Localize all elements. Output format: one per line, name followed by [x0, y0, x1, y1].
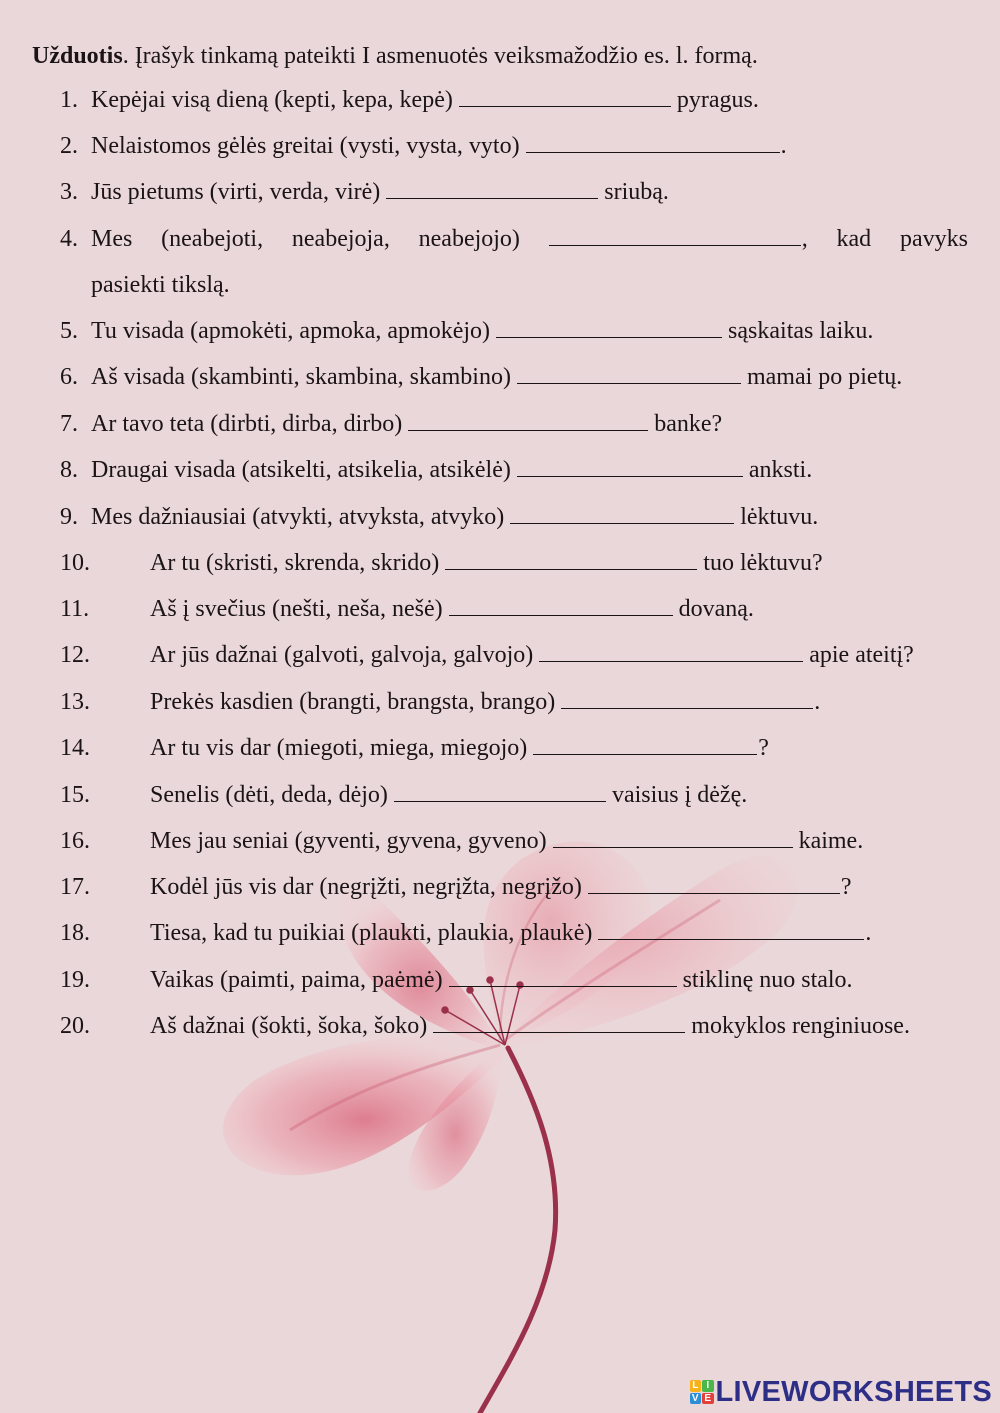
item-number: 2. [60, 133, 78, 159]
answer-blank-16[interactable] [553, 825, 793, 848]
item-number: 13. [60, 689, 90, 715]
answer-blank-15[interactable] [394, 779, 606, 802]
answer-blank-13[interactable] [561, 686, 813, 709]
answer-blank-4[interactable] [549, 223, 801, 246]
task-instruction [32, 38, 972, 74]
item-suffix: anksti. [748, 457, 813, 483]
item-suffix: . [814, 689, 821, 715]
item-prompt: Tu visada (apmokėti, apmoka, apmokėjo) [91, 318, 491, 344]
item-word: (neabejoti, [161, 226, 264, 252]
answer-blank-5[interactable] [496, 315, 722, 338]
item-word: neabejojo) [418, 226, 520, 252]
task-text: . Įrašyk tinkamą pateikti I asmenuotės veiksmažodžio es. l. formą. [122, 43, 758, 69]
item-prompt: Mes jau seniai (gyventi, gyvena, gyveno) [150, 828, 547, 854]
item-prompt: Ar tu (skristi, skrenda, skrido) [150, 550, 440, 576]
logo-badge-letter: V [690, 1393, 702, 1405]
item-number: 4. [60, 226, 78, 252]
item-suffix: sriubą. [604, 179, 669, 205]
answer-blank-6[interactable] [517, 361, 741, 384]
item-prompt: Aš visada (skambinti, skambina, skambino) [91, 364, 511, 390]
answer-blank-9[interactable] [510, 501, 734, 524]
logo-badge-letter: L [690, 1380, 702, 1392]
item-word: neabejoja, [291, 226, 390, 252]
logo-badge-icon [690, 1380, 714, 1404]
item-suffix: pyragus. [676, 87, 759, 113]
answer-blank-14[interactable] [533, 732, 757, 755]
logo-badge-letter: E [702, 1393, 714, 1405]
logo-badge-letter: I [702, 1380, 714, 1392]
answer-blank-17[interactable] [588, 871, 840, 894]
item-number: 6. [60, 364, 78, 390]
item-number: 1. [60, 87, 78, 113]
item-prompt: Draugai visada (atsikelti, atsikelia, atsikėlė) [91, 457, 511, 483]
liveworksheets-logo [690, 1375, 993, 1409]
answer-blank-18[interactable] [598, 917, 864, 940]
item-suffix: lėktuvu. [740, 504, 819, 530]
item-suffix: ? [758, 735, 769, 761]
item-suffix: tuo lėktuvu? [703, 550, 823, 576]
item-number: 15. [60, 782, 90, 808]
item-prompt: Ar tu vis dar (miegoti, miega, miegojo) [150, 735, 528, 761]
item-number: 14. [60, 735, 90, 761]
answer-blank-20[interactable] [433, 1010, 685, 1033]
item-number: 5. [60, 318, 78, 344]
item-prompt: Nelaistomos gėlės greitai (vysti, vysta, vyto) [91, 133, 520, 159]
item-number: 16. [60, 828, 90, 854]
answer-blank-3[interactable] [386, 176, 598, 199]
exercise-item: 4. Mes (neabejoti, neabejoja, neabejojo) , kad pavyks pasiekti tikslą. [0, 219, 1000, 309]
item-number: 20. [60, 1013, 90, 1039]
item-suffix: dovaną. [678, 596, 754, 622]
item-suffix: . [780, 133, 787, 159]
item-suffix: mokyklos renginiuose. [691, 1013, 910, 1039]
item-suffix: stiklinę nuo stalo. [682, 967, 853, 993]
item-number: 18. [60, 920, 90, 946]
answer-blank-11[interactable] [449, 593, 673, 616]
logo-text: LIVEWORKSHEETS [715, 1375, 992, 1408]
item-prompt: Mes dažniausiai (atvykti, atvyksta, atvyko) [91, 504, 505, 530]
item-suffix: . [865, 920, 872, 946]
answer-blank-10[interactable] [445, 547, 697, 570]
item-suffix: apie ateitį? [809, 642, 914, 668]
task-label: Užduotis [32, 43, 123, 69]
item-number: 10. [60, 550, 90, 576]
item-prompt: Senelis (dėti, deda, dėjo) [150, 782, 388, 808]
item-number: 11. [60, 596, 90, 622]
item-prompt: Vaikas (paimti, paima, paėmė) [150, 967, 443, 993]
item-suffix: sąskaitas laiku. [728, 318, 874, 344]
item-prompt: Aš į svečius (nešti, neša, nešė) [150, 596, 443, 622]
item-number: 12. [60, 642, 90, 668]
item-number: 17. [60, 874, 90, 900]
item-prompt: Ar tavo teta (dirbti, dirba, dirbo) [91, 411, 403, 437]
item-word: pavyks [899, 226, 968, 252]
item-suffix: vaisius į dėžę. [611, 782, 748, 808]
item-prompt: Tiesa, kad tu puikiai (plaukti, plaukia, plaukė) [150, 920, 593, 946]
answer-blank-7[interactable] [408, 408, 648, 431]
answer-blank-2[interactable] [526, 130, 780, 153]
item-prompt: Jūs pietums (virti, verda, virė) [91, 179, 381, 205]
item-number: 9. [60, 504, 78, 530]
item-continuation: pasiekti tikslą. [91, 272, 230, 298]
item-suffix: banke? [654, 411, 723, 437]
item-prompt: Aš dažnai (šokti, šoka, šoko) [150, 1013, 428, 1039]
answer-blank-1[interactable] [459, 84, 671, 107]
item-number: 8. [60, 457, 78, 483]
item-prompt: Ar jūs dažnai (galvoti, galvoja, galvojo) [150, 642, 534, 668]
answer-blank-12[interactable] [539, 639, 803, 662]
item-number: 3. [60, 179, 78, 205]
item-word: Mes [91, 226, 133, 252]
item-suffix: ? [840, 874, 852, 900]
item-prompt: Prekės kasdien (brangti, brangsta, brango) [150, 689, 556, 715]
answer-blank-19[interactable] [449, 964, 677, 987]
item-number: 7. [60, 411, 78, 437]
item-number: 19. [60, 967, 90, 993]
item-word: kad [836, 226, 872, 252]
item-suffix: kaime. [798, 828, 864, 854]
answer-blank-8[interactable] [517, 454, 743, 477]
item-prompt: Kepėjai visą dieną (kepti, kepa, kepė) [91, 87, 453, 113]
item-prompt: Kodėl jūs vis dar (negrįžti, negrįžta, negrįžo) [150, 874, 582, 900]
item-suffix: mamai po pietų. [746, 364, 903, 390]
